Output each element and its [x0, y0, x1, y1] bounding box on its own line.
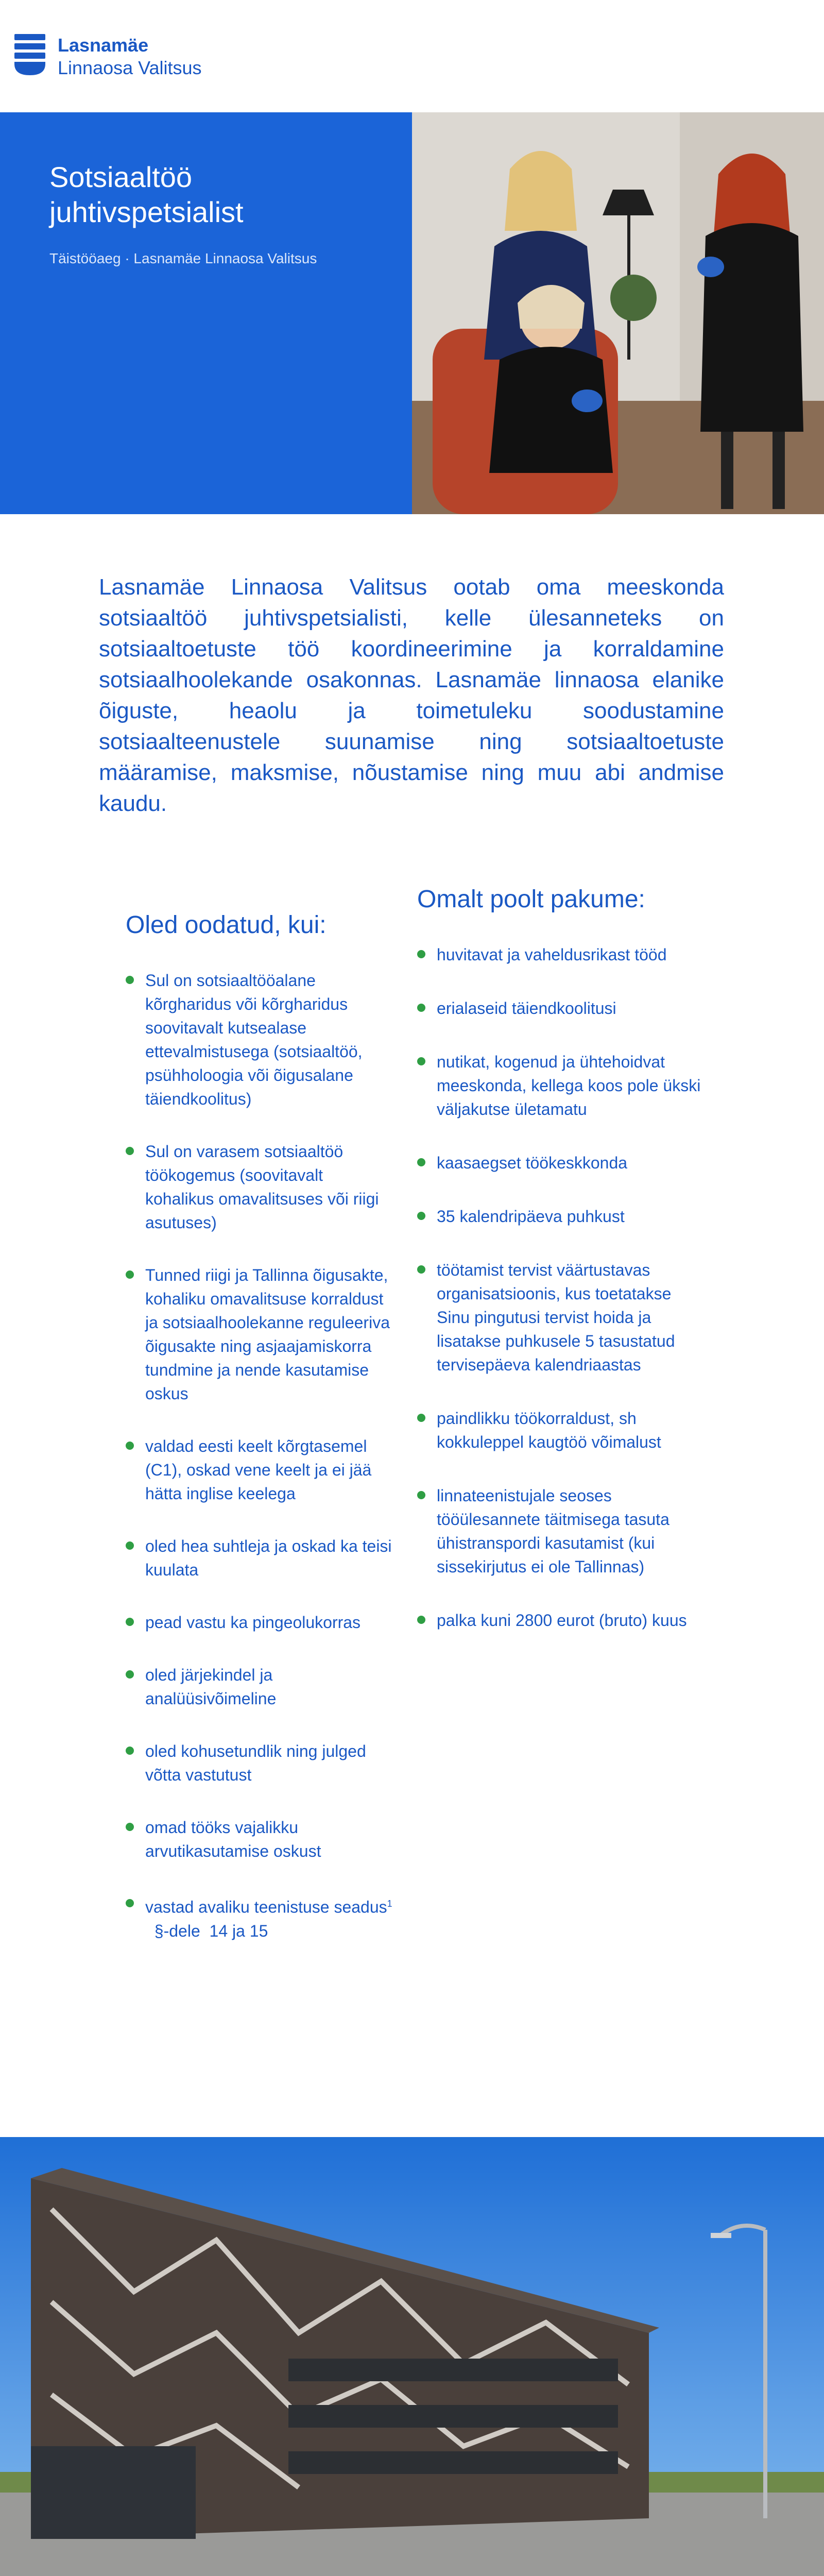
bullet-icon: [126, 1618, 134, 1626]
list-item: nutikat, kogenud ja ühtehoidvat meeskonda, kellega koos pole ükski väljakutse ületamatu: [417, 1050, 706, 1121]
team-photo-illustration: [412, 112, 824, 514]
list-item: Sul on varasem sotsiaaltöö töökogemus (soovitavalt kohalikus omavalitsuses või riigi asutuses): [126, 1140, 393, 1234]
lasnamae-logo-icon: [14, 34, 45, 75]
job-title: Sotsiaaltöö juhtivspetsialist: [49, 161, 244, 228]
bullet-icon: [417, 1265, 425, 1274]
bullet-icon: [126, 1899, 134, 1907]
list-item: oled hea suhtleja ja oskad ka teisi kuulata: [126, 1534, 393, 1582]
job-subtitle: Täistööaeg · Lasnamäe Linnaosa Valitsus: [49, 250, 317, 266]
bullet-icon: [126, 1442, 134, 1450]
bullet-icon: [417, 1004, 425, 1012]
bullet-icon: [126, 976, 134, 984]
bullet-icon: [126, 1670, 134, 1679]
bullet-icon: [126, 1823, 134, 1831]
list-item: omad tööks vajalikku arvutikasutamise oskust: [126, 1816, 393, 1863]
bullet-icon: [417, 1158, 425, 1166]
list-item: oled kohusetundlik ning julged võtta vastutust: [126, 1739, 393, 1787]
list-item: oled järjekindel ja analüüsivõimeline: [126, 1663, 393, 1710]
list-item: 35 kalendripäeva puhkust: [417, 1205, 706, 1228]
bullet-icon: [126, 1270, 134, 1279]
list-item: pead vastu ka pingeolukorras: [126, 1611, 393, 1634]
bullet-icon: [417, 1414, 425, 1422]
bullet-icon: [417, 1057, 425, 1065]
requirements-title: Oled oodatud, kui:: [126, 911, 327, 939]
building-photo: [0, 2137, 824, 2576]
footnote-marker: 1: [387, 1899, 392, 1909]
list-item: palka kuni 2800 eurot (bruto) kuus: [417, 1608, 706, 1632]
offer-title: Omalt poolt pakume:: [417, 886, 645, 913]
hero-text-panel: [0, 112, 412, 514]
list-item: vastad avaliku teenistuse seadus$^1$ §-dele 14 ja 15: [126, 1892, 393, 1943]
bullet-icon: [126, 1747, 134, 1755]
bullet-icon: [126, 1147, 134, 1155]
bullet-icon: [417, 950, 425, 958]
intro-paragraph: Lasnamäe Linnaosa Valitsus ootab oma meeskonda sotsiaaltöö juhtivspetsialisti, kelle ülesanneteks on sotsiaaltoetuste töö koordineerimine ja korraldamine sotsiaalhoolekande osakonnas. Lasnamäe linnaosa elanike õiguste, heaolu ja toimetuleku soodustamine sotsiaalteenustele suunamise ning sotsiaaltoetuste määramise, maksmise, nõustamise ning muu abi andmise kaudu.: [99, 574, 724, 816]
list-item: huvitavat ja vaheldusrikast tööd: [417, 943, 706, 967]
list-item: töötamist tervist väärtustavas organisatsioonis, kus toetatakse Sinu pingutusi tervist hoida ja lisatakse puhkusele 5 tasustatud tervisepäeva kalendriaastas: [417, 1258, 706, 1377]
logo-text: [58, 34, 202, 79]
bullet-icon: [417, 1491, 425, 1499]
hero-banner: [0, 112, 824, 514]
bullet-icon: [417, 1616, 425, 1624]
offer-list: [417, 943, 706, 1632]
list-item: linnateenistujale seoses tööülesannete täitmisega tasuta ühistranspordi kasutamist (kui sissekirjutus ei ole Tallinnas): [417, 1484, 706, 1579]
list-item: paindlikku töökorraldust, sh kokkuleppel kaugtöö võimalust: [417, 1406, 706, 1454]
requirements-list: [126, 969, 393, 1943]
logo-line-2: Linnaosa Valitsus: [58, 57, 202, 78]
page-header: [0, 0, 824, 108]
bullet-icon: [417, 1212, 425, 1220]
hero-photo: [412, 112, 824, 514]
list-item: kaasaegset töökeskkonda: [417, 1151, 706, 1175]
list-item: Tunned riigi ja Tallinna õigusakte, kohaliku omavalitsuse korraldust ja sotsiaalhoolekanne reguleeriva õigusakte ning asjaajamiskorra tundmine ja nende kasutamise oskus: [126, 1263, 393, 1405]
office-building-illustration: [0, 2137, 824, 2576]
logo-line-1: Lasnamäe: [58, 35, 149, 56]
list-item: Sul on sotsiaaltööalane kõrgharidus või kõrgharidus soovitavalt kutsealase ettevalmistusega (sotsiaaltöö, psühholoogia või õigusalane täiendkoolitus): [126, 969, 393, 1111]
list-item: valdad eesti keelt kõrgtasemel (C1), oskad vene keelt ja ei jää hätta inglise keelega: [126, 1434, 393, 1505]
list-item: erialaseid täiendkoolitusi: [417, 996, 706, 1020]
bullet-icon: [126, 1541, 134, 1550]
